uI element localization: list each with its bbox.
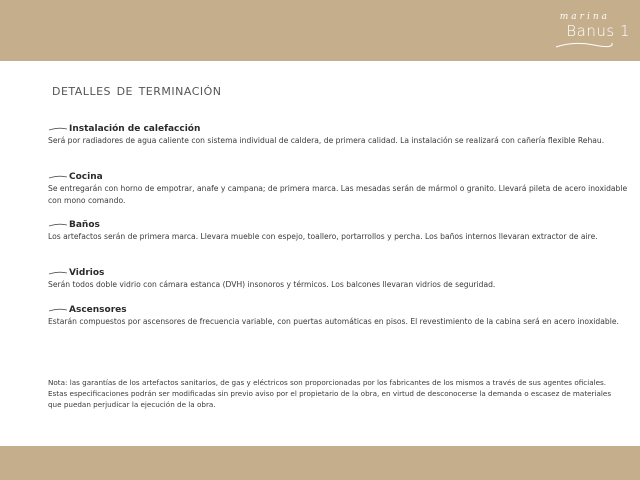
section-title: Vidrios [69, 267, 105, 278]
dash-icon [48, 174, 68, 180]
section-title: Baños [69, 219, 100, 230]
section-body: Será por radiadores de agua caliente con sistema individual de caldera, de primera calidad. La instalación se realizará con cañería flexible Rehau. [48, 136, 605, 145]
section-body: Serán todos doble vidrio con cámara estanca (DVH) insonoros y térmicos. Los balcones llevaran vidrios de seguridad. [48, 280, 496, 289]
marina-banus-logo [552, 10, 630, 52]
section-ascensores [48, 303, 628, 328]
footnote: Nota: las garantías de los artefactos sanitarios, de gas y eléctricos son proporcionadas por los fabricantes de los mismos a través de sus agentes oficiales. Estas especificaciones podrán ser modificadas sin previo aviso por el propietario de la obra, en virtud de desconocerse la demanda o escasez de materiales que puedan perjudicar la ejecución de la obra. [48, 378, 612, 409]
dash-icon [48, 222, 68, 228]
section-title: Cocina [69, 171, 103, 182]
section-body: Se entregarán con horno de empotrar, anafe y campana; de primera marca. Las mesadas serán de mármol o granito. Llevará pileta de acero inoxidable con mono comando. [48, 184, 628, 205]
logo-script-text: marina [559, 12, 610, 22]
section-cocina [48, 170, 628, 207]
section-body: Los artefactos serán de primera marca. Llevara mueble con espejo, toallero, portarrollos y percha. Los baños internos llevaran extractor de aire. [48, 232, 598, 241]
dash-icon [48, 307, 68, 313]
section-vidrios [48, 266, 628, 291]
dash-icon [48, 270, 68, 276]
logo-main-text: Banus 1 [566, 22, 630, 40]
header-band [0, 0, 640, 61]
section-body: Estarán compuestos por ascensores de frecuencia variable, con puertas automáticas en pisos. El revestimiento de la cabina será en acero inoxidable. [48, 317, 619, 326]
section-calefaccion [48, 122, 628, 147]
logo-swoosh-icon [554, 40, 614, 50]
section-title: Ascensores [69, 304, 127, 315]
dash-icon [48, 126, 68, 132]
section-title: Instalación de calefacción [69, 123, 201, 134]
footer-band [0, 446, 640, 480]
page-title: detalles de terminación [52, 80, 222, 99]
section-banos [48, 218, 628, 243]
